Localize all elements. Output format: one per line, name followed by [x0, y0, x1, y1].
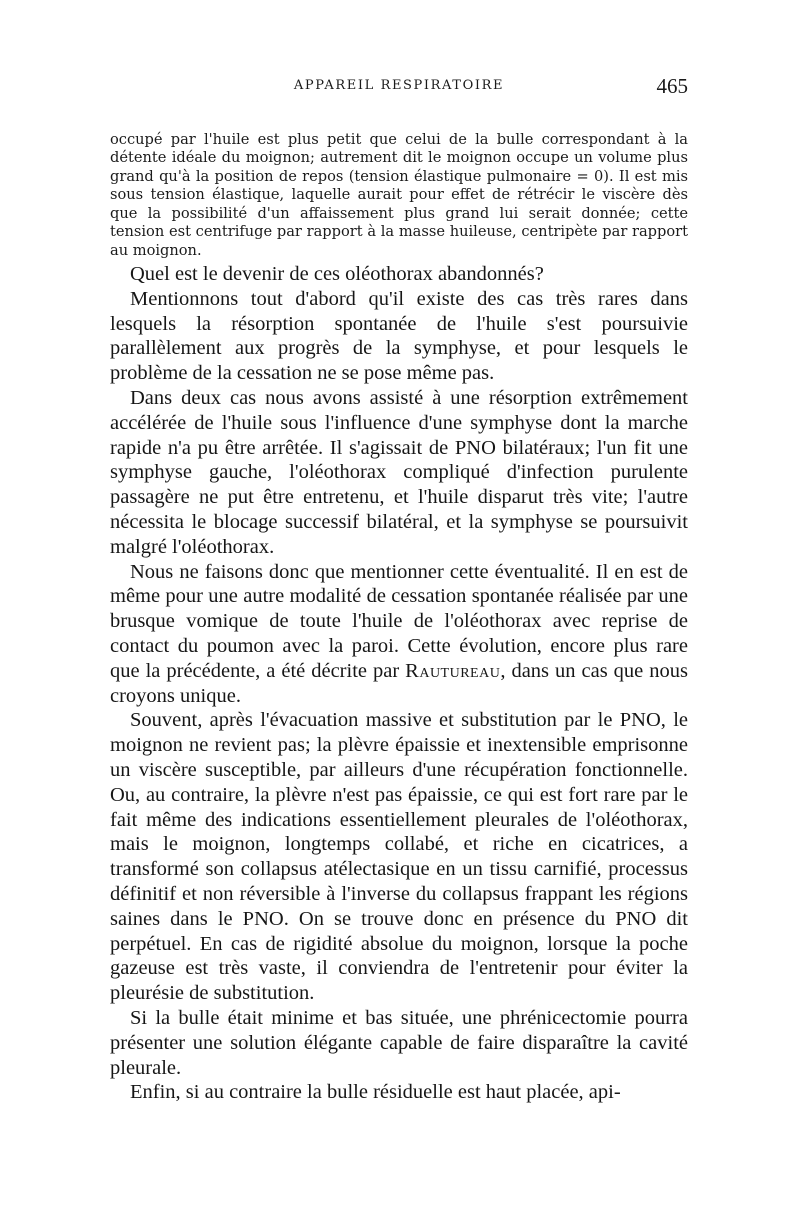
page-header [110, 74, 688, 100]
continued-paragraph-small-print: occupé par l'huile est plus petit que celui de la bulle correspondant à la détente idéale du moignon; autrement dit le moignon occupe un volume plus grand qu'à la position de repos (tension élastique pulmonaire = 0). Il est mis sous tension élastique, laquelle aurait pour effet de rétrécir le viscère dès que la possibilité d'un affaissement plus grand lui serait donnée; cette tension est centrifuge par rapport à la masse huileuse, centripète par rapport au moignon. [110, 130, 688, 259]
paragraph-vomique [110, 560, 688, 709]
paragraph-vomique-text-start: Nous ne faisons donc que mentionner cette éventualité. Il en est de même pour une autre modalité de cessation spontanée réalisée par une brusque vomique de toute l'huile de l'oléothorax avec reprise de contact du poumon avec la paroi. Cette évolution, encore plus rare que la précédente, a été décrite par [110, 560, 688, 682]
author-name: Rautureau [405, 659, 501, 682]
paragraph-pno-perpetuel: Souvent, après l'évacuation massive et substitution par le PNO, le moignon ne revient pas; la plèvre épaissie et inextensible emprisonne un viscère susceptible, par ailleurs d'une récupération fonctionnelle. Ou, au contraire, la plèvre n'est pas épaissie, ce qui est fort rare par le fait même des indications essentiellement pleurales de l'oléothorax, mais le moignon, longtemps collabé, et riche en cicatrices, a transformé son collapsus atélectasique en un tissu carnifié, processus définitif et non réversible à l'inverse du collapsus frappant les régions saines dans le PNO. On se trouve donc en présence du PNO dit perpétuel. En cas de rigidité absolue du moignon, lorsque la poche gazeuse est très vaste, il conviendra de l'entretenir pour éviter la pleurésie de substitution. [110, 709, 688, 1005]
body-text [110, 262, 688, 1105]
paragraph-two-cases: Dans deux cas nous avons assisté à une résorption extrêmement accélérée de l'huile sous l'influence d'une symphyse dont la marche rapide n'a pu être arrêtée. Il s'agissait de PNO bilatéraux; l'un fit une symphyse gauche, l'oléothorax compliqué d'infection purulente passagère ne put être entretenu, et l'huile disparut très vite; l'autre nécessita le blocage successif bilatéral, et la symphyse se poursuivit malgré l'oléothorax. [110, 386, 688, 558]
paragraph-apical-bubble: Enfin, si au contraire la bulle résiduelle est haut placée, api- [130, 1081, 621, 1104]
running-head: APPAREIL RESPIRATOIRE [293, 78, 505, 93]
paragraph-vomique-text-end: , dans un cas que nous croyons unique. [110, 659, 688, 707]
paragraph-phrenicectomie: Si la bulle était minime et bas située, une phrénicectomie pourra présenter une solution élégante capable de faire disparaître la cavité pleurale. [110, 1006, 688, 1079]
paragraph-spontaneous-resorption: Mentionnons tout d'abord qu'il existe des cas très rares dans lesquels la résorption spontanée de l'huile s'est poursuivie parallèlement aux progrès de la symphyse, et pour lesquels le problème de la cessation ne se pose même pas. [110, 287, 688, 385]
paragraph-question: Quel est le devenir de ces oléothorax abandonnés? [130, 263, 544, 285]
page-number: 465 [656, 74, 688, 98]
